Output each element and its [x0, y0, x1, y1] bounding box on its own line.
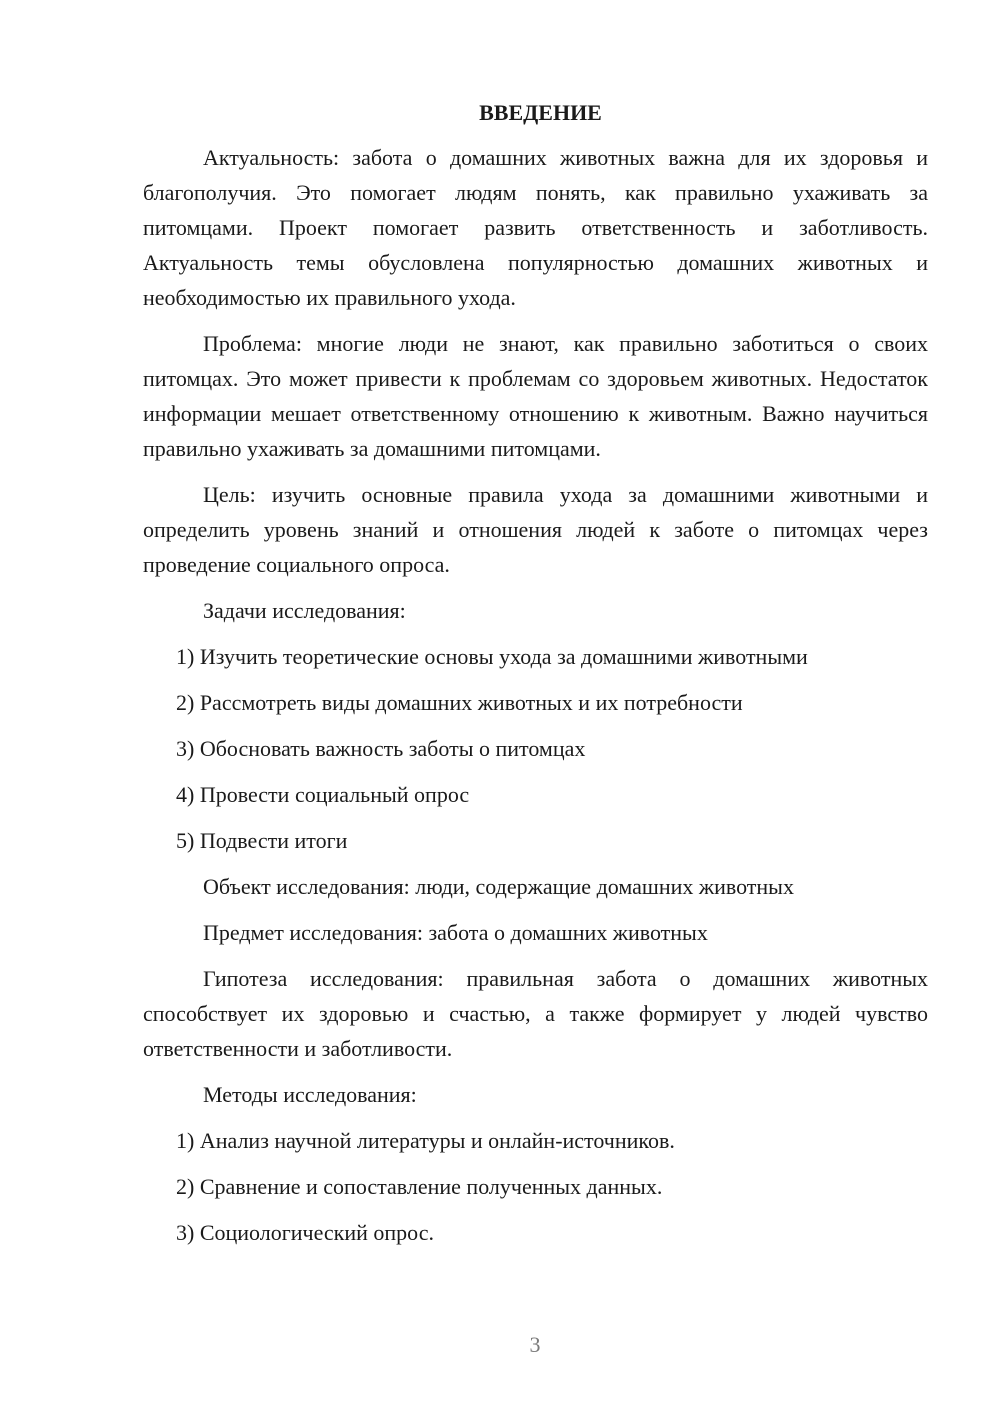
relevance-paragraph: Актуальность: забота о домашних животных важна для их здоровья и благополучия. Это помогает людям понять, как правильно ухаживать за питомцами. Проект помогает развить ответственность и заботливость. Актуальность темы обусловлена популярностью домашних животных и необходимостью их правильного ухода.: [143, 145, 928, 310]
task-item: 4) Провести социальный опрос: [176, 782, 470, 807]
goal-paragraph: Цель: изучить основные правила ухода за домашними животными и определить уровень знаний и отношения людей к заботе о питомцах через проведение социального опроса.: [143, 482, 928, 577]
section-title: ВВЕДЕНИЕ: [479, 100, 602, 125]
task-item: 2) Рассмотреть виды домашних животных и их потребности: [176, 690, 743, 715]
page-number: 3: [529, 1332, 541, 1357]
task-item: 5) Подвести итоги: [176, 828, 348, 853]
tasks-heading: Задачи исследования:: [203, 598, 406, 623]
hypothesis-paragraph: Гипотеза исследования: правильная забота о домашних животных способствует их здоровью и счастью, а также формирует у людей чувство ответственности и заботливости.: [143, 966, 928, 1061]
method-item: 3) Социологический опрос.: [176, 1220, 434, 1245]
method-item: 2) Сравнение и сопоставление полученных данных.: [176, 1174, 663, 1199]
problem-paragraph: Проблема: многие люди не знают, как правильно заботиться о своих питомцах. Это может привести к проблемам со здоровьем животных. Недостаток информации мешает ответственному отношению к животным. Важно научиться правильно ухаживать за домашними питомцами.: [143, 331, 928, 461]
task-item: 3) Обосновать важность заботы о питомцах: [176, 736, 586, 761]
research-subject: Предмет исследования: забота о домашних животных: [203, 920, 708, 945]
page-content: [143, 95, 928, 1261]
research-object: Объект исследования: люди, содержащие домашних животных: [203, 874, 794, 899]
task-item: 1) Изучить теоретические основы ухода за домашними животными: [176, 644, 808, 669]
methods-heading: Методы исследования:: [203, 1082, 417, 1107]
method-item: 1) Анализ научной литературы и онлайн-источников.: [176, 1128, 675, 1153]
